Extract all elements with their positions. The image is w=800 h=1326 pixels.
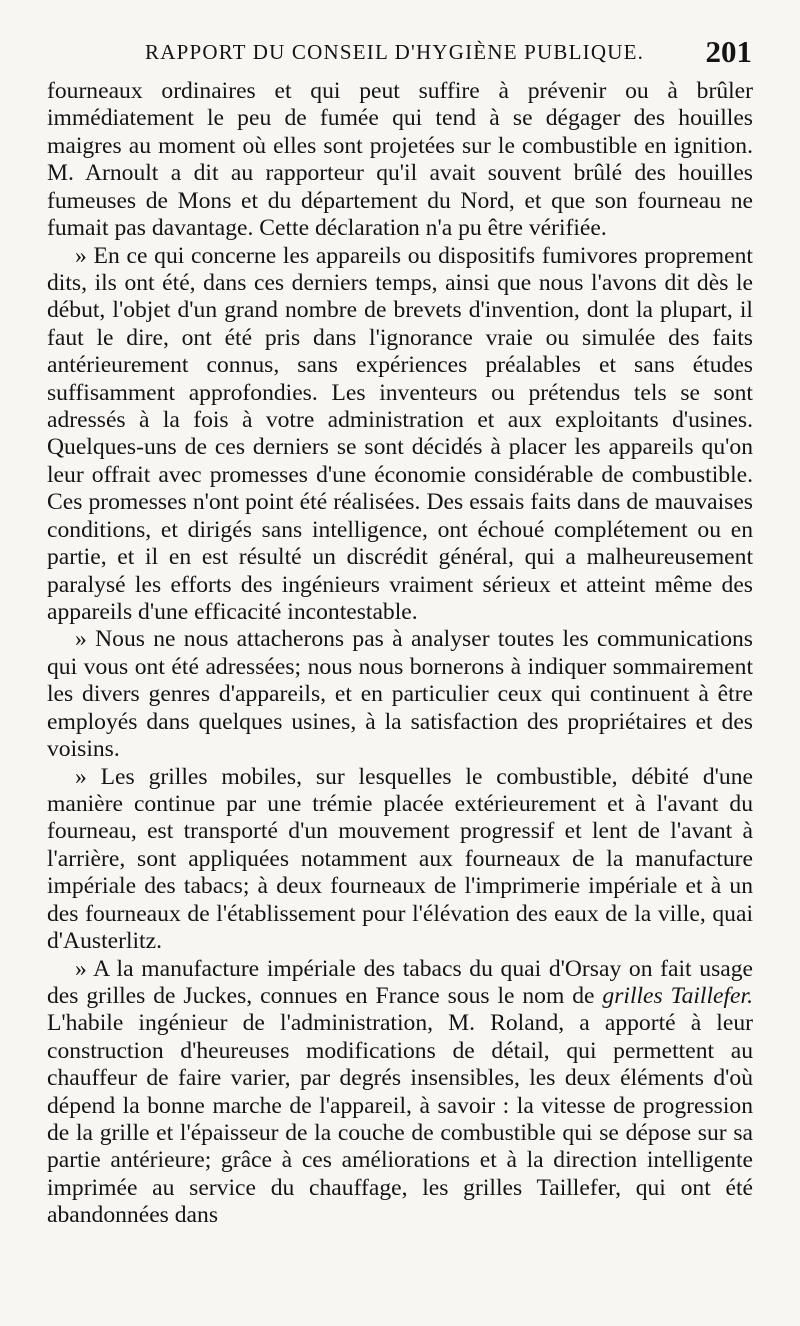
paragraph: » En ce qui concerne les appareils ou dispositifs fumivores proprement dits, ils ont été, dans ces derniers temps, ainsi que nous l'avons dit dès le début, l'objet d'un grand nombre de brevets d'invention, dont la plupart, il faut le dire, ont été pris dans l'ignorance vraie ou simulée des faits antérieurement connus, sans expériences préalables et sans études suffisamment approfondies. Les inventeurs ou prétendus tels se sont adressés à la fois à votre administration et aux exploitants d'usines. Quelques-uns de ces derniers se sont décidés à placer les appareils qu'on leur offrait avec promesses d'une économie considérable de combustible. Ces promesses n'ont point été réalisées. Des essais faits dans de mauvaises conditions, et dirigés sans intelligence, ont échoué complétement ou en partie, et il en est résulté un discrédit général, qui a malheureusement paralysé les efforts des ingénieurs vraiment sérieux et atteint même des appareils d'une efficacité incontestable.: [47, 242, 753, 626]
paragraph: fourneaux ordinaires et qui peut suffire à prévenir ou à brûler immédiatement le peu de fumée qui tend à se dégager des houilles maigres au moment où elles sont projetées sur le combustible en ignition. M. Arnoult a dit au rapporteur qu'il avait souvent brûlé des houilles fumeuses de Mons et du département du Nord, et que son fourneau ne fumait pas davantage. Cette déclaration n'a pu être vérifiée.: [47, 78, 753, 242]
paragraph: » Nous ne nous attacherons pas à analyser toutes les communications qui vous ont été adressées; nous nous bornerons à indiquer sommairement les divers genres d'appareils, et en particulier ceux qui continuent à être employés dans quelques usines, à la satisfaction des propriétaires et des voisins.: [47, 626, 753, 763]
paragraph: [47, 956, 753, 1230]
body-text: [47, 78, 753, 1230]
running-head: RAPPORT DU CONSEIL D'HYGIÈNE PUBLIQUE.: [145, 40, 645, 64]
paragraph-text: » A la manufacture impériale des tabacs du quai d'Orsay on fait usage des grilles de Juckes, connues en France sous le nom de: [47, 955, 753, 1009]
paragraph: » Les grilles mobiles, sur lesquelles le combustible, débité d'une manière continue par une trémie placée extérieurement et à l'avant du fourneau, est transporté d'un mouvement progressif et lent de l'avant à l'arrière, sont appliquées notamment aux fourneaux de la manufacture impériale des tabacs; à deux fourneaux de l'imprimerie impériale et à un des fourneaux de l'établissement pour l'élévation des eaux de la ville, quai d'Austerlitz.: [47, 763, 753, 955]
page-number: 201: [705, 34, 752, 69]
italic-term: grilles Taillefer.: [602, 982, 753, 1009]
page-header: [48, 34, 752, 70]
paragraph-text: L'habile ingénieur de l'administration, M. Roland, a apporté à leur construction d'heureuses modifications de détail, qui permettent au chauffeur de faire varier, par degrés insensibles, les deux éléments d'où dépend la bonne marche de l'appareil, à savoir : la vitesse de progression de la grille et l'épaisseur de la couche de combustible qui se dépose sur sa partie antérieure; grâce à ces améliorations et à la direction intelligente imprimée au service du chauffage, les grilles Taillefer, qui ont été abandonnées dans: [47, 1010, 753, 1229]
